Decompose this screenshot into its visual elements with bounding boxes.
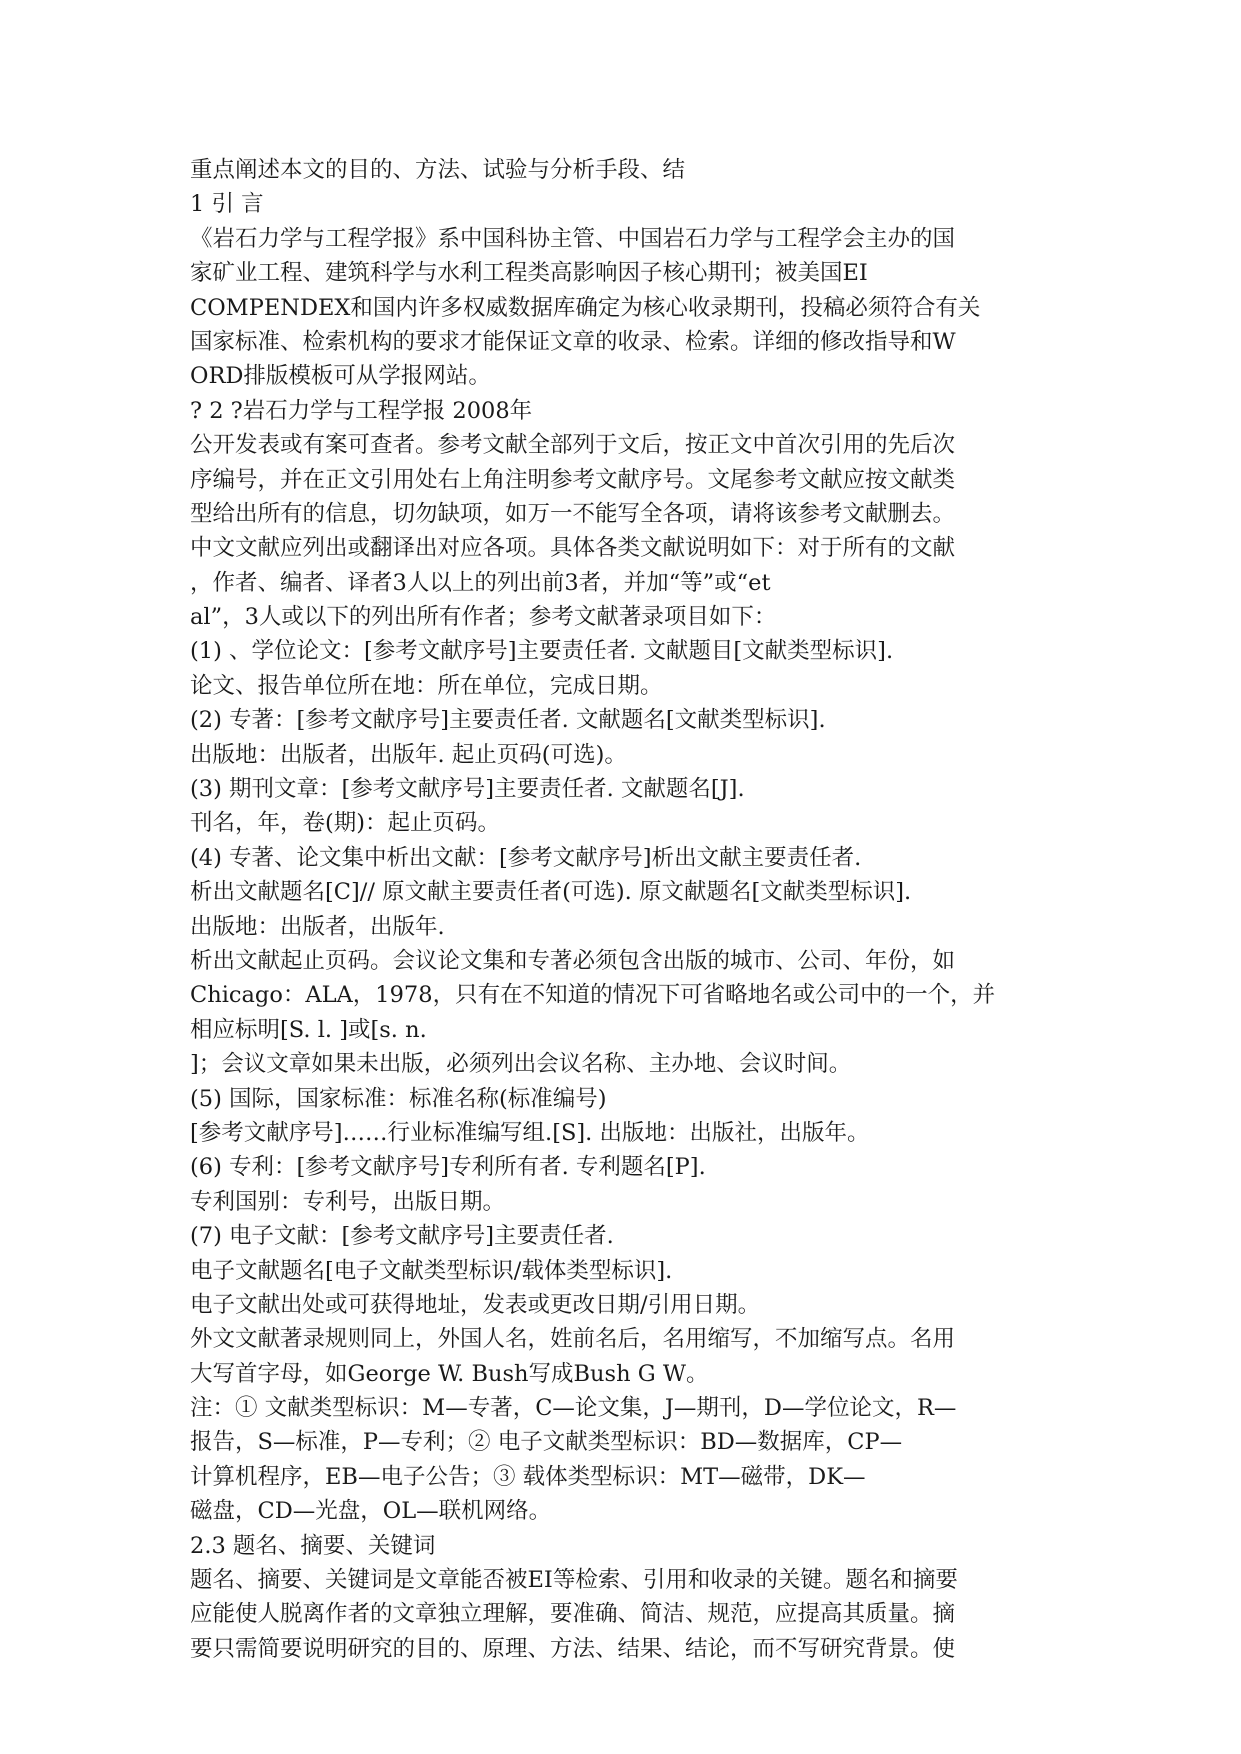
text-line: 刊名，年，卷(期)：起止页码。 [190,810,501,837]
reference-item: (4) 专著、论文集中析出文献：[参考文献序号]析出文献主要责任者. [190,844,862,871]
text-line: 要只需简要说明研究的目的、原理、方法、结果、结论，而不写研究背景。使 [190,1635,956,1662]
section-heading: 1 引 言 [190,191,264,218]
running-header: ? 2 ?岩石力学与工程学报 2008年 [190,397,533,424]
text-line: 大写首字母，如George W. Bush写成Bush G W。 [190,1360,709,1387]
text-line: ]；会议文章如果未出版，必须列出会议名称、主办地、会议时间。 [190,1051,852,1078]
text-line: 出版地：出版者，出版年. [190,913,445,940]
text-line: 国家标准、检索机构的要求才能保证文章的收录、检索。详细的修改指导和W [190,328,956,355]
section-heading: 2.3 题名、摘要、关键词 [190,1532,436,1559]
text-line: al”，3人或以下的列出所有作者；参考文献著录项目如下： [190,604,777,631]
text-line: 外文文献著录规则同上，外国人名，姓前名后，名用缩写，不加缩写点。名用 [190,1326,956,1353]
text-line: 出版地：出版者，出版年. 起止页码(可选)。 [190,741,627,768]
text-line: 相应标明[S. l. ]或[s. n. [190,1016,427,1043]
reference-item: (2) 专著：[参考文献序号]主要责任者. 文献题名[文献类型标识]. [190,707,826,734]
reference-item: (6) 专利：[参考文献序号]专利所有者. 专利题名[P]. [190,1154,706,1181]
note-line: 报告，S—标准，P—专利；② 电子文献类型标识：BD—数据库，CP— [190,1429,903,1456]
text-line: 析出文献题名[C]// 原文献主要责任者(可选). 原文献题名[文献类型标识]. [190,879,912,906]
text-line: 型给出所有的信息，切勿缺项，如万一不能写全各项，请将该参考文献删去。 [190,500,956,527]
reference-item: (1) 、学位论文：[参考文献序号]主要责任者. 文献题目[文献类型标识]. [190,638,894,665]
text-line: [参考文献序号]……行业标准编写组.[S]. 出版地：出版社，出版年。 [190,1119,870,1146]
text-line: 家矿业工程、建筑科学与水利工程类高影响因子核心期刊；被美国EI [190,260,868,287]
text-line: 论文、报告单位所在地：所在单位，完成日期。 [190,672,663,699]
text-line: 题名、摘要、关键词是文章能否被EI等检索、引用和收录的关键。题名和摘要 [190,1567,958,1594]
text-line: 析出文献起止页码。会议论文集和专著必须包含出版的城市、公司、年份，如 [190,947,956,974]
reference-item: (3) 期刊文章：[参考文献序号]主要责任者. 文献题名[J]. [190,776,745,803]
text-line: 电子文献出处或可获得地址，发表或更改日期/引用日期。 [190,1291,761,1318]
text-line: 序编号，并在正文引用处右上角注明参考文献序号。文尾参考文献应按文献类 [190,466,956,493]
text-line: Chicago：ALA，1978，只有在不知道的情况下可省略地名或公司中的一个，并 [190,982,996,1009]
reference-item: (5) 国际，国家标准：标准名称(标准编号) [190,1085,607,1112]
text-line: 重点阐述本文的目的、方法、试验与分析手段、结 [190,157,686,183]
text-line: 应能使人脱离作者的文章独立理解，要准确、简洁、规范，应提高其质量。摘 [190,1601,956,1628]
text-line: COMPENDEX和国内许多权威数据库确定为核心收录期刊，投稿必须符合有关 [190,294,981,321]
text-line: 中文文献应列出或翻译出对应各项。具体各类文献说明如下：对于所有的文献 [190,535,956,562]
text-line: 电子文献题名[电子文献类型标识/载体类型标识]. [190,1257,673,1284]
text-line: ORD排版模板可从学报网站。 [190,363,491,390]
text-line: 《岩石力学与工程学报》系中国科协主管、中国岩石力学与工程学会主办的国 [190,225,956,252]
note-line: 磁盘，CD—光盘，OL—联机网络。 [190,1498,552,1525]
text-line: 专利国别：专利号，出版日期。 [190,1188,506,1215]
note-line: 计算机程序，EB—电子公告；③ 载体类型标识：MT—磁带，DK— [190,1463,866,1490]
text-line: ，作者、编者、译者3人以上的列出前3者，并加“等”或“et [190,569,771,596]
text-line: 公开发表或有案可查者。参考文献全部列于文后，按正文中首次引用的先后次 [190,432,956,459]
note-line: 注：① 文献类型标识：M—专著，C—论文集，J—期刊，D—学位论文，R— [190,1395,957,1422]
reference-item: (7) 电子文献：[参考文献序号]主要责任者. [190,1223,614,1250]
body-text [190,153,1070,1666]
